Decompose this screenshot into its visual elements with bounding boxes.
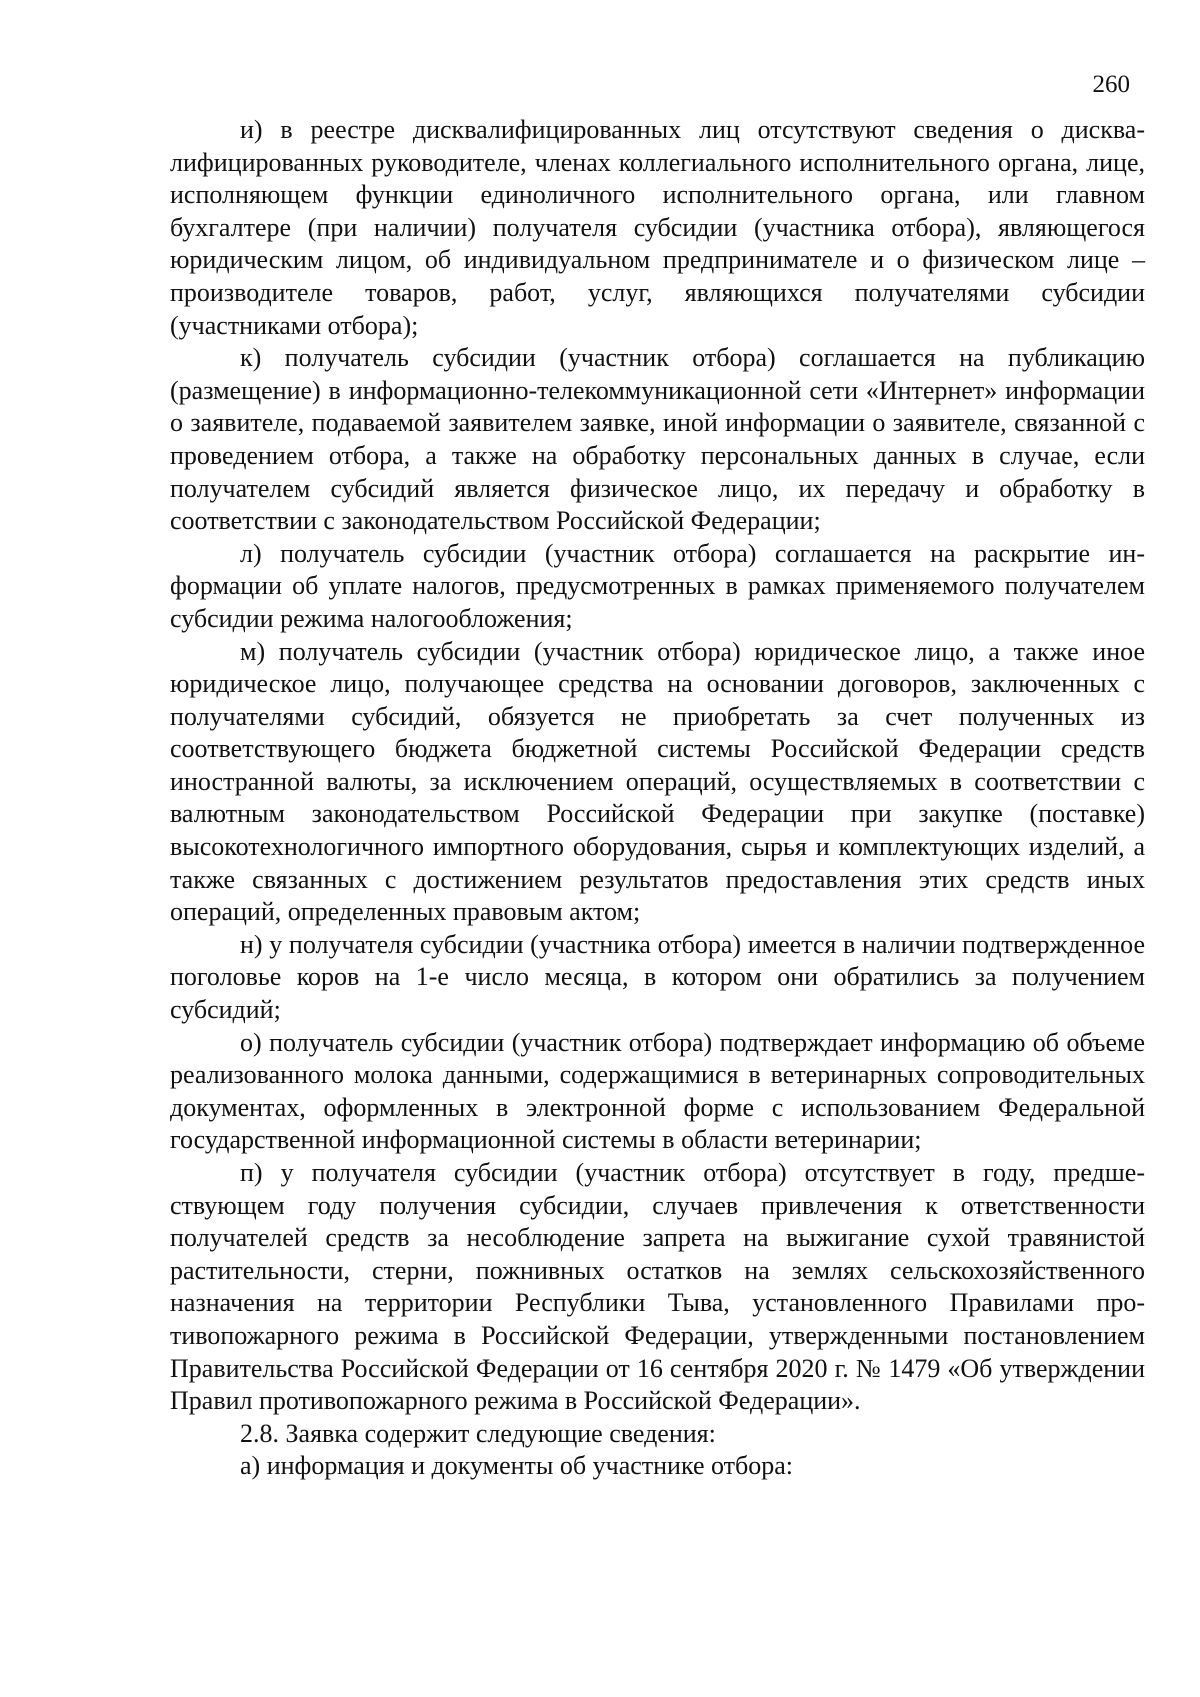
paragraph-m: м) получатель субсидии (участник отбора) юридическое лицо, а также иное юридическое лицо, получающее средства на основании договоров, заключенных с получателями субсидий, обязуется не приобретать за счет полученных из соответствующего бюджета бюджетной системы Российской Федерации средств иностранной валюты, за исключением операций, осуществляемых в соответствии с валютным законодательством Российской Федерации при закупке (поставке) высокотехнологичного импортного оборудования, сырья и комплектующих изделий, а также связанных с достижением результатов предоставления этих средств иных операций, определенных правовым актом; [170, 636, 1145, 927]
paragraph-a: а) информация и документы об участнике отбора: [240, 1451, 793, 1481]
paragraph-k: к) получатель субсидии (участник отбора) соглашается на публикацию (размещение) в информационно-телекоммуникационной сети «Интернет» информации о заявителе, подаваемой заявителем заявке, иной информации о заявителе, связанной с проведением отбора, а также на обработку персональных данных в случае, если получателем субсидий является физическое лицо, их передачу и обработку в соответствии с законодательством Российской Федерации; [170, 343, 1145, 536]
paragraph-o: о) получатель субсидии (участник отбора) подтверждает информацию об объеме реализованного молока данными, содержащимися в ветеринарных сопроводительных документах, оформленных в электронной форме с использованием Федеральной государственной информационной системы в области ветеринарии; [170, 1027, 1145, 1155]
paragraph-l: л) получатель субсидии (участник отбора) соглашается на раскрытие информации об уплате налогов, предусмотренных в рамках применяемого получателем субсидии режима налогообложения; [170, 538, 1145, 633]
paragraph-n: н) у получателя субсидии (участника отбора) имеется в наличии подтвержденное поголовье коров на 1-е число месяца, в котором они обратились за получением субсидий; [170, 929, 1145, 1025]
paragraph-p: п) у получателя субсидии (участник отбора) отсутствует в году, предшествующем году получения субсидии, случаев привлечения к ответственности получателей средств за несоблюдение запрета на выжигание сухой травянистой растительности, стерни, пожнивных остатков на землях сельскохозяйственного назначения на территории Республики Тыва, установленного Правилами противопожарного режима в Российской Федерации, утвержденными постановлением Правительства Российской Федерации от 16 сентября 2020 г. № 1479 «Об утверждении Правил противопожарного режима в Российской Федерации». [170, 1158, 1145, 1416]
paragraph-i: и) в реестре дисквалифицированных лиц отсутствуют сведения о дисквалифицированных руководителе, членах коллегиального исполнительного органа, лице, исполняющем функции единоличного исполнительного органа, или главном бухгалтере (при наличии) получателя субсидии (участника отбора), являющегося юридическим лицом, об индивидуальном предпринимателе и о физическом лице – производителе товаров, работ, услуг, являющихся получателями субсидии (участниками отбора); [170, 115, 1145, 340]
page-number: 260 [1092, 71, 1130, 98]
document-body [170, 114, 1145, 1483]
section-2-8-heading: 2.8. Заявка содержит следующие сведения: [240, 1418, 716, 1448]
